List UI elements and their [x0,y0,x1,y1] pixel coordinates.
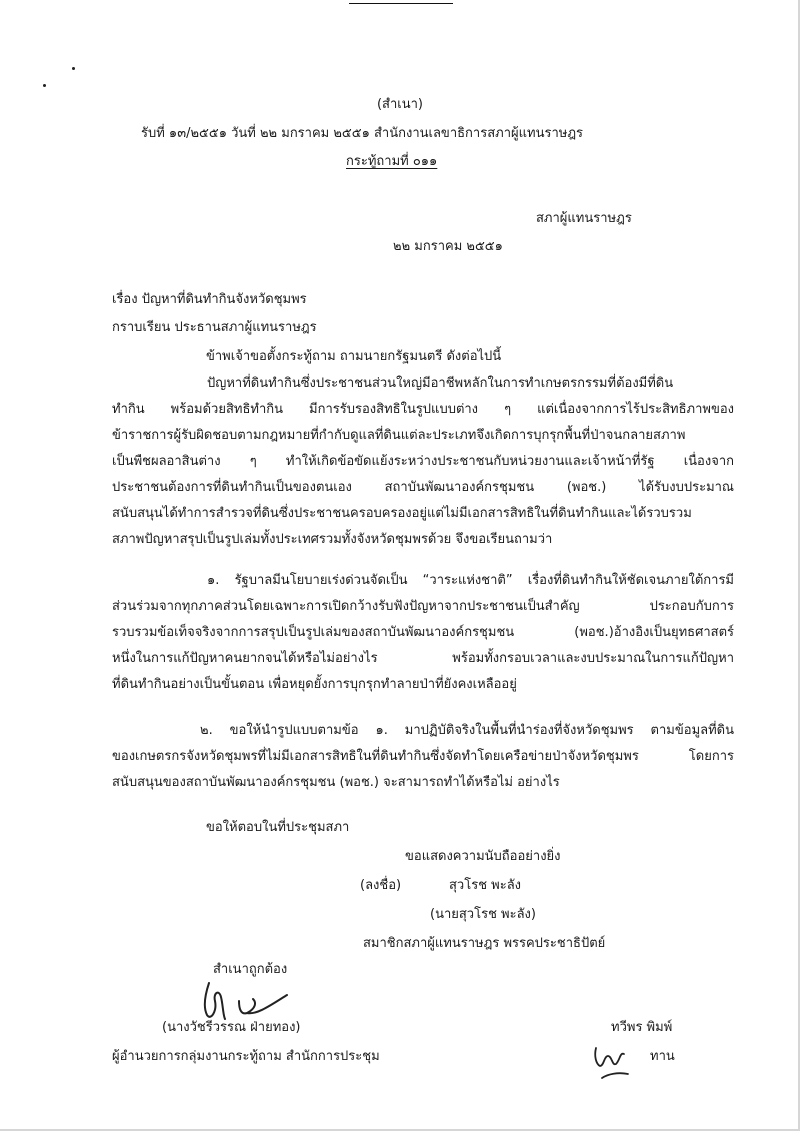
initial-scribble [590,1042,640,1084]
signer-position: สมาชิกสภาผู้แทนราษฎร พรรคประชาธิปัตย์ [363,936,606,951]
certifier-name: (นางวัชรีวรรณ ฝ่ายทอง) [162,1020,301,1035]
signer-full-name: (นายสุวโรช พะลัง) [430,907,536,922]
question-line: ที่ดินทำกินอย่างเป็นขั้นตอน เพื่อหยุดยั้งการบุกรุกทำลายป่าที่ยังคงเหลืออยู่ [112,677,517,692]
question-line: ๒. ขอให้นำรูปแบบตามข้อ ๑. มาปฏิบัติจริงในพื้นที่นำร่องที่จังหวัดชุมพร ตามข้อมูลที่ดิน [200,723,734,738]
question-line: ๑. รัฐบาลมีนโยบายเร่งด่วนจัดเป็น “วาระแห่งชาติ” เรื่องที่ดินทำกินให้ชัดเจนภายใต้การมี [207,573,734,588]
paragraph-line: ปัญหาที่ดินทำกินซึ่งประชาชนส่วนใหญ่มีอาชีพหลักในการทำเกษตรกรรมที่ต้องมีที่ดิน [207,376,674,391]
signed-label: (ลงชื่อ) [360,878,402,893]
question-number: กระทู้ถามที่ ๐๑๑ [346,154,438,169]
question-line: สนับสนุนของสถาบันพัฒนาองค์กรชุมชน (พอช.) จะสามารถทำได้หรือไม่ อย่างไร [112,775,560,790]
certified-copy-label: สำเนาถูกต้อง [213,962,288,977]
question-1 [112,568,734,698]
paragraph-line: ประชาชนต้องการที่ดินทำกินเป็นของตนเอง สถาบันพัฒนาองค์กรชุมชน (พอช.) ได้รับงบประมาณ [112,480,734,495]
question-2 [112,718,734,796]
paragraph-line: สนับสนุนได้ทำการสำรวจที่ดินซึ่งประชาชนครอบครองอยู่แต่ไม่มีเอกสารสิทธิในที่ดินทำกินและได้รวบรวม [112,506,692,521]
paragraph-line: ข้าราชการผู้รับผิดชอบตามกฎหมายที่กำกับดูแลที่ดินแต่ละประเภทจึงเกิดการบุกรุกพื้นที่ป่าจนกลายสภาพ [112,428,686,443]
document-date: ๒๒ มกราคม ๒๕๕๑ [393,239,503,254]
certifier-title: ผู้อำนวยการกลุ่มงานกระทู้ถาม สำนักการประชุม [112,1049,380,1064]
paragraph-line: สภาพปัญหาสรุปเป็นรูปเล่มทั้งประเทศรวมทั้งจังหวัดชุมพรด้วย จึงขอเรียนถามว่า [112,532,553,547]
scan-speck [72,67,75,70]
subject-line: เรื่อง ปัญหาที่ดินทำกินจังหวัดชุมพร [112,292,307,307]
salutation: กราบเรียน ประธานสภาผู้แทนราษฎร [112,320,317,335]
typed-by: ทวีพร พิมพ์ [611,1020,673,1035]
question-line: หนึ่งในการแก้ปัญหาคนยากจนได้หรือไม่อย่างไร พร้อมทั้งกรอบเวลาและงบประมาณในการแก้ปัญหา [112,651,734,666]
question-line: ของเกษตรกรจังหวัดชุมพรที่ไม่มีเอกสารสิทธิในที่ดินทำกินซึ่งจัดทำโดยเครือข่ายป่าจังหวัดชุมพร โดยการ [112,749,734,764]
place: สภาผู้แทนราษฎร [536,211,632,226]
opening-line: ข้าพเจ้าขอตั้งกระทู้ถาม ถามนายกรัฐมนตรี ดังต่อไปนี้ [206,349,502,364]
question-line: รวบรวมข้อเท็จจริงจากการสรุปเป็นรูปเล่มของสถาบันพัฒนาองค์กรชุมชน (พอช.)อ้างอิงเป็นยุทธศาสตร์ [112,625,734,640]
question-line: ส่วนร่วมจากทุกภาคส่วนโดยเฉพาะการเปิดกว้างรับฟังปัญหาจากประชาชนเป็นสำคัญ ประกอบกับการ [112,599,734,614]
closing-respect: ขอแสดงความนับถืออย่างยิ่ง [405,849,561,864]
paragraph-line: เป็นพืชผลอาสินต่าง ๆ ทำให้เกิดข้อขัดแย้งระหว่างประชาชนกับหน่วยงานและเจ้าหน้าที่รัฐ เนื่องจาก [112,454,734,469]
signed-name: สุวโรช พะลัง [449,878,522,893]
paragraph-line: ทำกิน พร้อมด้วยสิทธิทำกิน มีการรับรองสิทธิในรูปแบบต่าง ๆ แต่เนื่องจากการไร้ประสิทธิภาพของ [112,402,734,417]
copy-label: (สำเนา) [376,97,423,112]
receipt-line: รับที่ ๑๓/๒๕๕๑ วันที่ ๒๒ มกราคม ๒๕๕๑ สำนักงานเลขาธิการสภาผู้แทนราษฎร [141,126,584,141]
scan-speck [43,84,46,87]
body-paragraph [112,371,734,553]
top-rule [349,3,453,4]
checked-by: ทาน [650,1049,675,1064]
answer-request: ขอให้ตอบในที่ประชุมสภา [206,820,350,835]
